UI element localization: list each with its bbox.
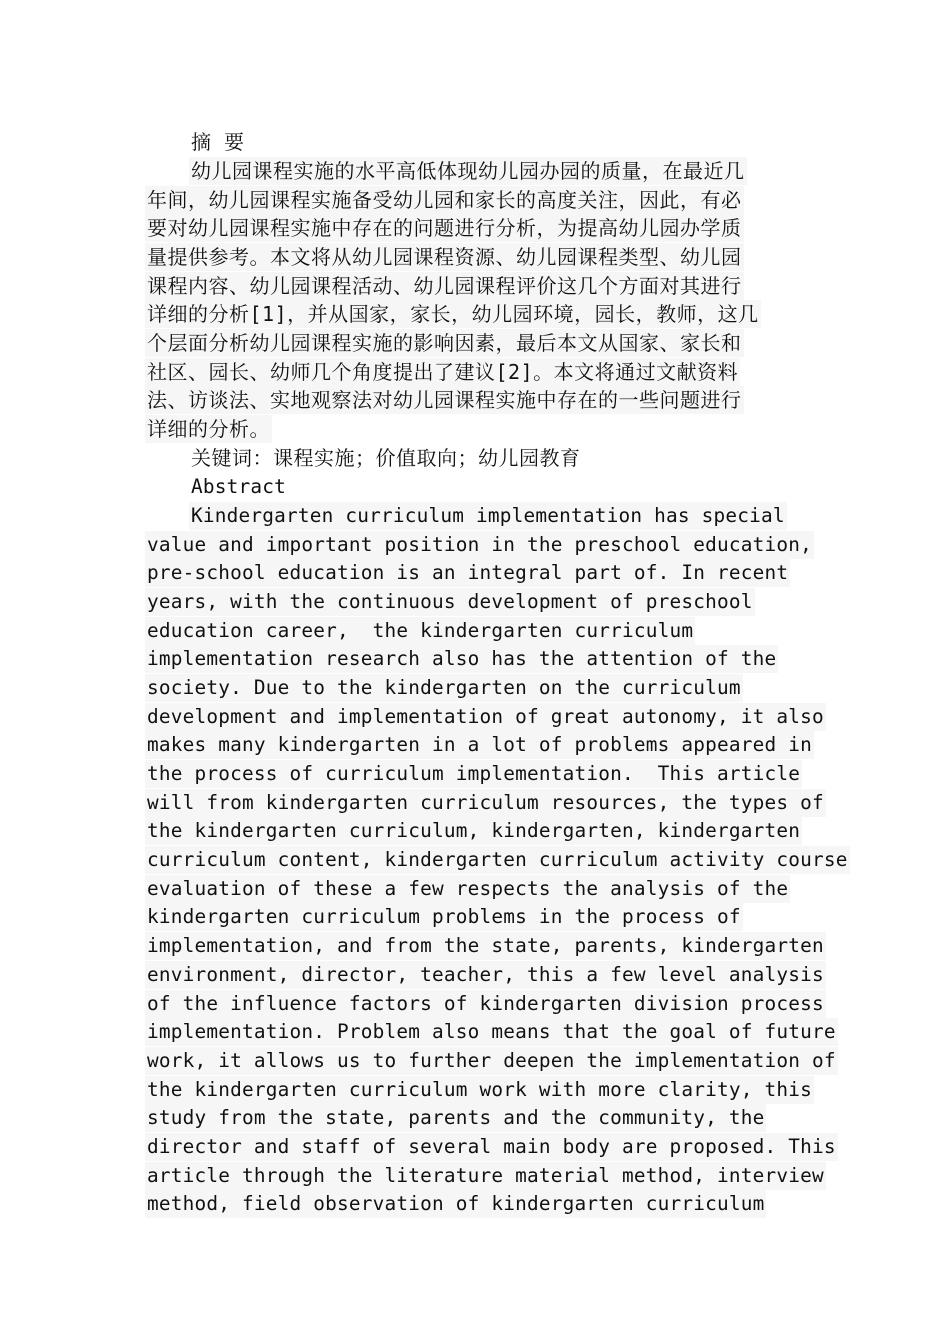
abstract-en-line: the kindergarten curriculum work with more clarity, this (145, 1076, 814, 1104)
abstract-cn-line: 社区、园长、幼师几个角度提出了建议[2]。本文将通过文献资料 (147, 360, 739, 384)
abstract-cn-line: 详细的分析[1]，并从国家，家长，幼儿园环境，园长，教师，这几 (147, 302, 759, 326)
abstract-en-line: work, it allows us to further deepen the implementation of (145, 1047, 838, 1075)
abstract-cn-line: 年间，幼儿园课程实施备受幼儿园和家长的高度关注，因此，有必 (147, 188, 742, 212)
abstract-cn-line: 要对幼儿园课程实施中存在的问题进行分析，为提高幼儿园办学质 (147, 216, 742, 240)
abstract-en-line: education career, the kindergarten curriculum (145, 617, 695, 645)
abstract-en-line: value and important position in the preschool education, (145, 531, 814, 559)
abstract-cn-line: 量提供参考。本文将从幼儿园课程资源、幼儿园课程类型、幼儿园 (147, 245, 742, 269)
abstract-en-line: study from the state, parents and the community, the (145, 1104, 766, 1132)
abstract-en-line: the kindergarten curriculum, kindergarten, kindergarten (145, 817, 802, 845)
abstract-en-line: of the influence factors of kindergarten division process (145, 990, 826, 1018)
abstract-en-line: environment, director, teacher, this a few level analysis (145, 961, 826, 989)
abstract-en-line: implementation, and from the state, parents, kindergarten (145, 932, 826, 960)
abstract-en-line: pre-school education is an integral part of. In recent (145, 559, 790, 587)
abstract-cn-heading: 摘 要 (191, 130, 245, 154)
abstract-en-heading: Abstract (191, 475, 286, 498)
abstract-en-line: kindergarten curriculum problems in the process of (145, 903, 743, 931)
abstract-en-line: will from kindergarten curriculum resources, the types of (145, 789, 826, 817)
abstract-cn-line: 课程内容、幼儿园课程活动、幼儿园课程评价这几个方面对其进行 (147, 274, 742, 298)
keywords-line: 关键词：课程实施；价值取向；幼儿园教育 (191, 446, 581, 470)
abstract-cn-line: 个层面分析幼儿园课程实施的影响因素，最后本文从国家、家长和 (147, 331, 742, 355)
abstract-en-line: makes many kindergarten in a lot of problems appeared in (145, 731, 814, 759)
abstract-en-line: the process of curriculum implementation. This article (145, 760, 802, 788)
abstract-en-line: Kindergarten curriculum implementation has special (189, 502, 787, 530)
abstract-cn-line: 法、访谈法、实地观察法对幼儿园课程实施中存在的一些问题进行 (147, 388, 742, 412)
abstract-en-line: implementation. Problem also means that the goal of future (145, 1018, 838, 1046)
abstract-en-line: method, field observation of kindergarten curriculum (145, 1190, 766, 1218)
abstract-cn-line: 幼儿园课程实施的水平高低体现幼儿园办园的质量，在最近几 (191, 159, 745, 183)
abstract-en-line: director and staff of several main body are proposed. This (145, 1133, 838, 1161)
abstract-en-line: development and implementation of great autonomy, it also (145, 703, 826, 731)
abstract-en-line: implementation research also has the attention of the (145, 645, 778, 673)
abstract-en-line: evaluation of these a few respects the analysis of the (145, 875, 790, 903)
abstract-en-line: society. Due to the kindergarten on the curriculum (145, 674, 743, 702)
abstract-en-line: article through the literature material method, interview (145, 1162, 826, 1190)
abstract-en-line: years, with the continuous development of preschool (145, 588, 755, 616)
abstract-cn-line: 详细的分析。 (147, 417, 270, 441)
abstract-en-line: curriculum content, kindergarten curriculum activity course (145, 846, 850, 874)
